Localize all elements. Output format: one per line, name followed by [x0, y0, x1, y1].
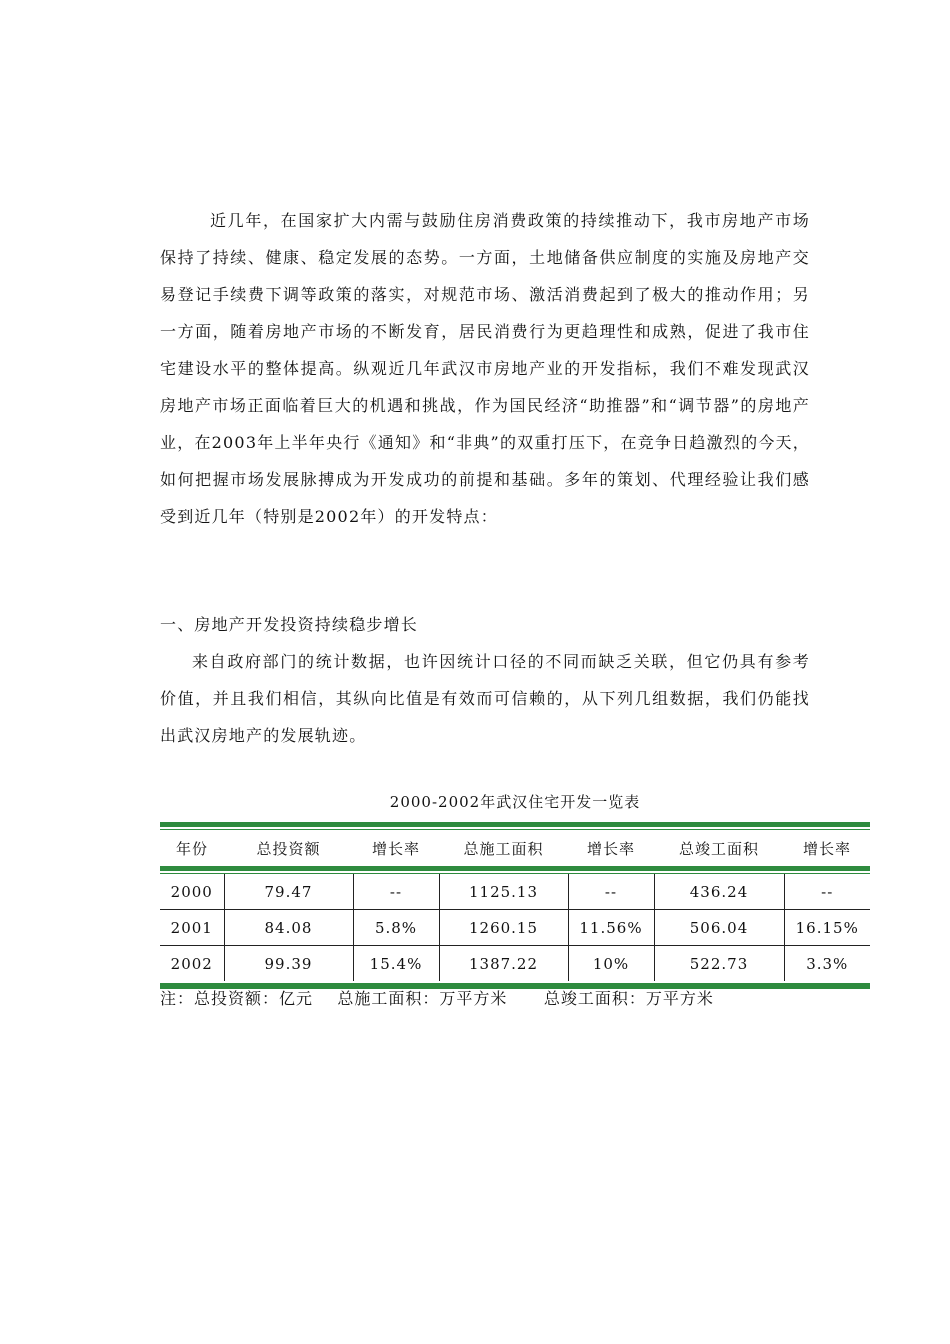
- header-cell-completed-growth: 增长率: [802, 839, 851, 858]
- table-cell: 3.3%: [784, 946, 870, 982]
- header-cell-completed-area: 总竣工面积: [678, 839, 759, 858]
- data-table: [160, 830, 870, 866]
- table-cell: 522.73: [654, 946, 784, 982]
- data-table-body: [160, 874, 870, 981]
- header-cell-construction-growth: 增长率: [586, 839, 635, 858]
- table-cell: 436.24: [654, 874, 784, 910]
- header-cell-investment-growth: 增长率: [371, 839, 420, 858]
- table-row: [160, 910, 870, 946]
- table-cell: 16.15%: [784, 910, 870, 946]
- table-top-rule: [160, 822, 870, 827]
- table-header-row: [160, 830, 870, 866]
- table-cell: 2001: [160, 910, 224, 946]
- section-paragraph: 来自政府部门的统计数据，也许因统计口径的不同而缺乏关联，但它仍具有参考价值，并且我们相信，其纵向比值是有效而可信赖的，从下列几组数据，我们仍能找出武汉房地产的发展轨迹。: [160, 652, 810, 745]
- table-cell: 1125.13: [439, 874, 568, 910]
- table-cell: 2002: [160, 946, 224, 982]
- table-cell: --: [784, 874, 870, 910]
- table-cell: 79.47: [224, 874, 353, 910]
- table-cell: 1260.15: [439, 910, 568, 946]
- table-cell: 506.04: [654, 910, 784, 946]
- table-cell: 1387.22: [439, 946, 568, 982]
- table-cell: --: [353, 874, 439, 910]
- table-title: 2000-2002年武汉住宅开发一览表: [389, 793, 641, 811]
- section-heading: 一、房地产开发投资持续稳步增长: [160, 615, 419, 634]
- header-cell-construction-area: 总施工面积: [463, 839, 544, 858]
- table-cell: 5.8%: [353, 910, 439, 946]
- table-header-rule: [160, 866, 870, 871]
- table-cell: 10%: [568, 946, 654, 982]
- table-cell: 15.4%: [353, 946, 439, 982]
- intro-paragraph: 近几年，在国家扩大内需与鼓励住房消费政策的持续推动下，我市房地产市场保持了持续、健康、稳定发展的态势。一方面，土地储备供应制度的实施及房地产交易登记手续费下调等政策的落实，对规范市场、激活消费起到了极大的推动作用；另一方面，随着房地产市场的不断发育，居民消费行为更趋理性和成熟，促进了我市住宅建设水平的整体提高。纵观近几年武汉市房地产业的开发指标，我们不难发现武汉房地产市场正面临着巨大的机遇和挑战，作为国民经济“助推器”和“调节器”的房地产业，在2003年上半年央行《通知》和“非典”的双重打压下，在竞争日趋激烈的今天，如何把握市场发展脉搏成为开发成功的前提和基础。多年的策划、代理经验让我们感受到近几年（特别是2002年）的开发特点：: [160, 211, 810, 526]
- table-cell: --: [568, 874, 654, 910]
- table-cell: 11.56%: [568, 910, 654, 946]
- table-cell: 2000: [170, 882, 213, 901]
- table-cell: 84.08: [224, 910, 353, 946]
- table-row: [160, 874, 870, 910]
- table-cell: 99.39: [224, 946, 353, 982]
- data-table-wrap: [160, 822, 870, 989]
- header-cell-total-investment: 总投资额: [256, 839, 321, 858]
- table-note: 注：总投资额：亿元 总施工面积：万平方米 总竣工面积：万平方米: [160, 989, 714, 1008]
- table-row: [160, 946, 870, 982]
- header-cell-year: 年份: [175, 839, 208, 858]
